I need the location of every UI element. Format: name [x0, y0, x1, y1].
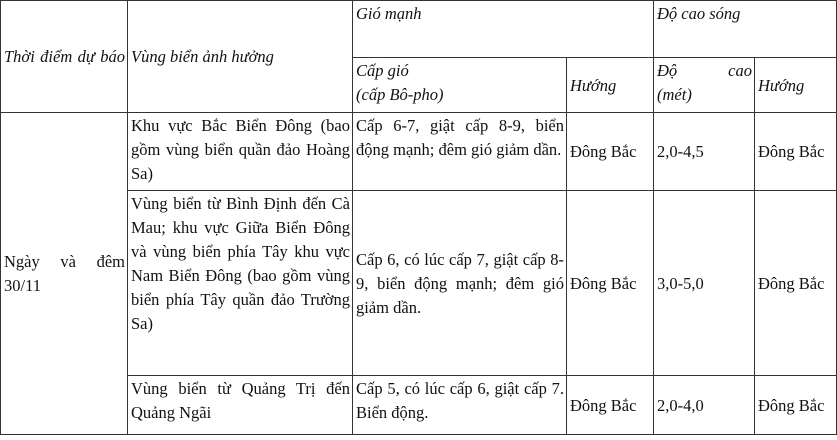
header-region: Vùng biển ảnh hưởng: [128, 1, 353, 113]
wave-direction-cell: Đông Bắc: [755, 376, 837, 435]
header-wave-group: Độ cao sóng: [654, 1, 837, 58]
header-time: Thời điểm dự báo: [1, 1, 128, 113]
region-cell: Khu vực Bắc Biển Đông (bao gồm vùng biển quần đảo Hoàng Sa): [128, 113, 353, 191]
wave-direction-cell: Đông Bắc: [755, 113, 837, 191]
wind-direction-cell: Đông Bắc: [567, 376, 654, 435]
header-wind-level-unit: (cấp Bô-pho): [356, 85, 444, 104]
header-wind-level-label: Cấp gió: [356, 61, 409, 80]
time-cell: Ngày và đêm 30/11: [1, 113, 128, 435]
wave-height-cell: 2,0-4,5: [654, 113, 755, 191]
header-wind-direction: Hướng: [567, 58, 654, 113]
header-wave-height-label: Độ cao: [657, 61, 753, 80]
region-cell: Vùng biển từ Bình Định đến Cà Mau; khu vực Giữa Biển Đông và vùng biển phía Tây khu vực Nam Biển Đông (bao gồm vùng biển phía Tây quần đảo Trường Sa): [128, 191, 353, 376]
region-cell: Vùng biển từ Quảng Trị đến Quảng Ngãi: [128, 376, 353, 435]
wave-direction-cell: Đông Bắc: [755, 191, 837, 376]
wind-level-cell: Cấp 6, có lúc cấp 7, giật cấp 8-9, biển động mạnh; đêm gió giảm dần.: [353, 191, 567, 376]
wind-direction-cell: Đông Bắc: [567, 191, 654, 376]
header-wave-direction: Hướng: [755, 58, 837, 113]
header-wind-group: Gió mạnh: [353, 1, 654, 58]
header-wave-height-unit: (mét): [657, 85, 692, 104]
wind-level-cell: Cấp 6-7, giật cấp 8-9, biển động mạnh; đêm gió giảm dần.: [353, 113, 567, 191]
header-wind-level: [353, 58, 567, 113]
header-row-1: [1, 1, 837, 58]
wave-height-cell: 3,0-5,0: [654, 191, 755, 376]
header-wave-height: [654, 58, 755, 113]
wind-level-cell: Cấp 5, có lúc cấp 6, giật cấp 7. Biển động.: [353, 376, 567, 435]
wind-direction-cell: Đông Bắc: [567, 113, 654, 191]
wave-height-cell: 2,0-4,0: [654, 376, 755, 435]
table-row: [1, 113, 837, 191]
